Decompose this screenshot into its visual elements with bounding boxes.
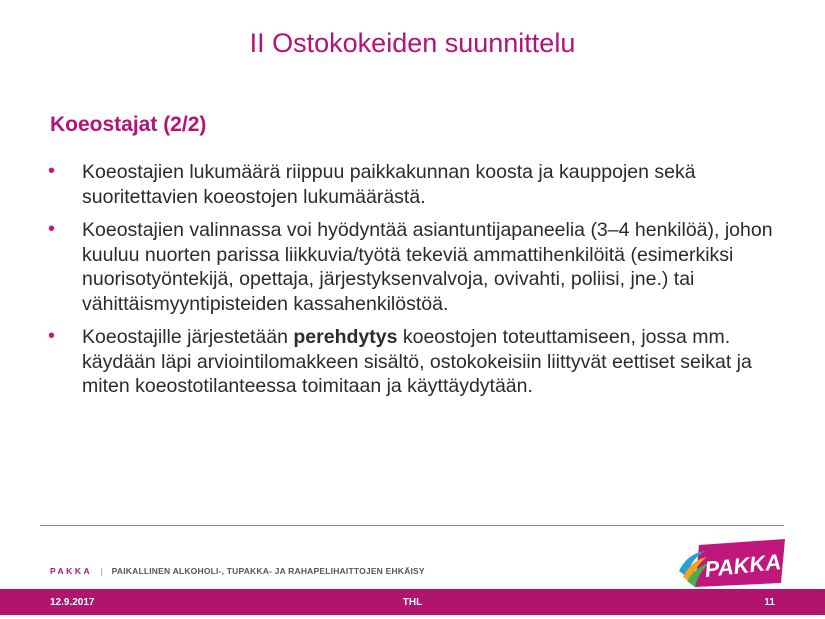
bullet-item bbox=[48, 325, 788, 399]
footer-date: 12.9.2017 bbox=[50, 597, 95, 608]
bullet-item bbox=[48, 218, 788, 316]
footer-divider bbox=[40, 525, 784, 526]
bullet-dot-icon: • bbox=[48, 325, 56, 347]
logo-text: PAKKA bbox=[703, 549, 783, 582]
bullet-text: Koeostajien lukumäärä riippuu paikkakunnan koosta ja kauppojen sekä suoritettavien koeostojen lukumäärästä. bbox=[82, 161, 696, 208]
bullet-list bbox=[48, 160, 788, 408]
footer-separator: | bbox=[100, 566, 104, 576]
slide-subheading: Koeostajat (2/2) bbox=[50, 113, 207, 136]
bullet-text-end: koeostojen toteuttamiseen, jossa mm. käydään läpi arviointilomakkeen sisältö, ostokokeisiin liittyvät eettiset seikat ja miten koeostotilanteessa toimitaan ja käyttäydytään. bbox=[82, 326, 752, 397]
bullet-text-start: Koeostajille järjestetään bbox=[82, 326, 294, 348]
bullet-item bbox=[48, 160, 788, 209]
slide-title: II Ostokokeiden suunnittelu bbox=[249, 28, 576, 58]
bullet-text: Koeostajien valinnassa voi hyödyntää asiantuntijapaneelia (3–4 henkilöä), johon kuuluu nuorten parissa liikkuvia/työtä tekeviä ammattihenkilöitä (esimerkiksi nuorisotyöntekijä, opettaja, järjestyksenvalvoja, ovivahti, poliisi, jne.) tai vähittäismyyntipisteiden kassahenkilöstöä. bbox=[82, 219, 773, 315]
footer-description: PAIKALLINEN ALKOHOLI-, TUPAKKA- JA RAHAPELIHAITTOJEN EHKÄISY bbox=[111, 566, 425, 576]
bullet-dot-icon: • bbox=[48, 160, 56, 182]
footer-bar bbox=[0, 589, 825, 615]
page-number: 11 bbox=[764, 597, 775, 608]
pakka-logo bbox=[677, 537, 787, 589]
footer-brand: PAKKA bbox=[50, 566, 93, 576]
bullet-text-bold: perehdytys bbox=[293, 326, 398, 348]
footer-org-label: THL bbox=[402, 597, 423, 608]
footer-organization bbox=[50, 566, 425, 576]
bullet-dot-icon: • bbox=[48, 218, 56, 240]
